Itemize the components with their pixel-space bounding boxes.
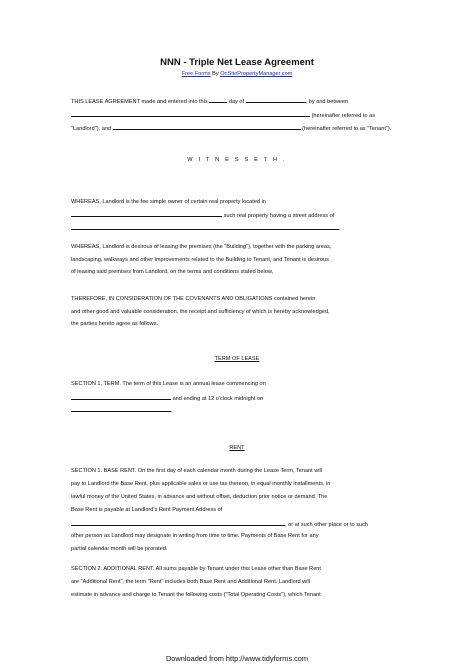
rent-1-line-1: SECTION 1. BASE RENT. On the first day of each calendar month during the Lease Term, Tenant will [71,468,323,474]
day-blank [209,97,227,103]
term-line-1: SECTION 1. TERM. The term of this Lease is an annual lease commencing on [71,381,266,387]
property-location-blank [71,211,222,217]
rent-1-line-6: other person as Landlord may designate in writing from time to time. Payments of Base Rent for any [71,533,319,539]
rent-1-line-4: Base Rent is payable at Landlord's Rent Payment Address of [71,507,223,513]
therefore-line-2: and other good and valuable consideration, the receipt and sufficiency of which is hereby acknowledged, [71,309,330,315]
rent-1-line-2: pay to Landlord the Base Rent, plus applicable sales or use tax thereon, in equal monthly installments, in [71,481,331,487]
whereas-1-line-1: WHEREAS, Landlord is the fee simple owner of certain real property located in [71,199,266,205]
therefore-line-1: THEREFORE, IN CONSIDERATION OF THE COVENANTS AND OBLIGATIONS contained herein [71,296,316,302]
download-footer: Downloaded from http://www.tidyforms.com [165,654,309,663]
therefore-line-3: the parties hereto agree as follows. [71,321,159,327]
tenant-name-blank [113,124,301,130]
document-subtitle [0,71,474,77]
document-title: NNN - Triple Net Lease Agreement [160,57,314,68]
term-line-2: and ending at 12 o'clock midnight on [71,394,263,403]
onsite-property-manager-link[interactable]: OnSitePropertyManager.com [220,71,293,77]
intro-line-2: (hereinafter referred to as [71,111,375,120]
rent-heading: RENT [229,445,245,451]
term-of-lease-heading: TERM OF LEASE [214,356,260,362]
intro-line-1: THIS LEASE AGREEMENT made and entered into this day of , by and between [71,99,349,105]
whereas-2-line-3: of leasing said premises from Landlord, on the terms and conditions stated below, [71,269,274,275]
rent-2-line-2: are "Additional Rent", the term "Rent" includes both Base Rent and Additional Rent. Landlord will [71,579,310,585]
rent-payment-address-blank [71,520,285,526]
end-date-blank [71,406,171,412]
whereas-2-line-1: WHEREAS, Landlord is desirous of leasing the premises (the "Building"), together with the parking areas, [71,244,332,250]
whereas-1-line-2: such real property having a street address of [71,211,334,220]
rent-1-line-7: partial calendar month will be prorated. [71,546,168,552]
subtitle-by: By [212,71,219,77]
rent-2-line-3: estimate in advance and charge to Tenant the following costs ("Total Operating Costs"), which Tenant [71,592,321,598]
month-blank [246,97,306,103]
whereas-2-line-2: landscaping, walkways and other improvements related to the Building to Tenant, and Tenant is desirous [71,257,329,263]
street-address-blank [71,224,339,230]
term-line-3: . [71,406,173,415]
witnesseth-heading: W I T N E S S E T H . [187,157,287,163]
rent-1-line-5: , or at such other place or to such [71,520,368,529]
commencement-date-blank [71,394,171,400]
landlord-name-blank [71,111,310,117]
intro-line-3: "Landlord"), and (hereinafter referred to as "Tenant"). [71,126,392,132]
free-forms-link[interactable]: Free Forms [181,71,211,77]
rent-2-line-1: SECTION 2. ADDITIONAL RENT. All sums payable by Tenant under this Lease other than Base Rent [71,566,321,572]
rent-1-line-3: lawful money of the United States, in advance and without offset, deduction prior notice or demand. The [71,494,328,500]
whereas-1-line-3: . [71,224,341,233]
